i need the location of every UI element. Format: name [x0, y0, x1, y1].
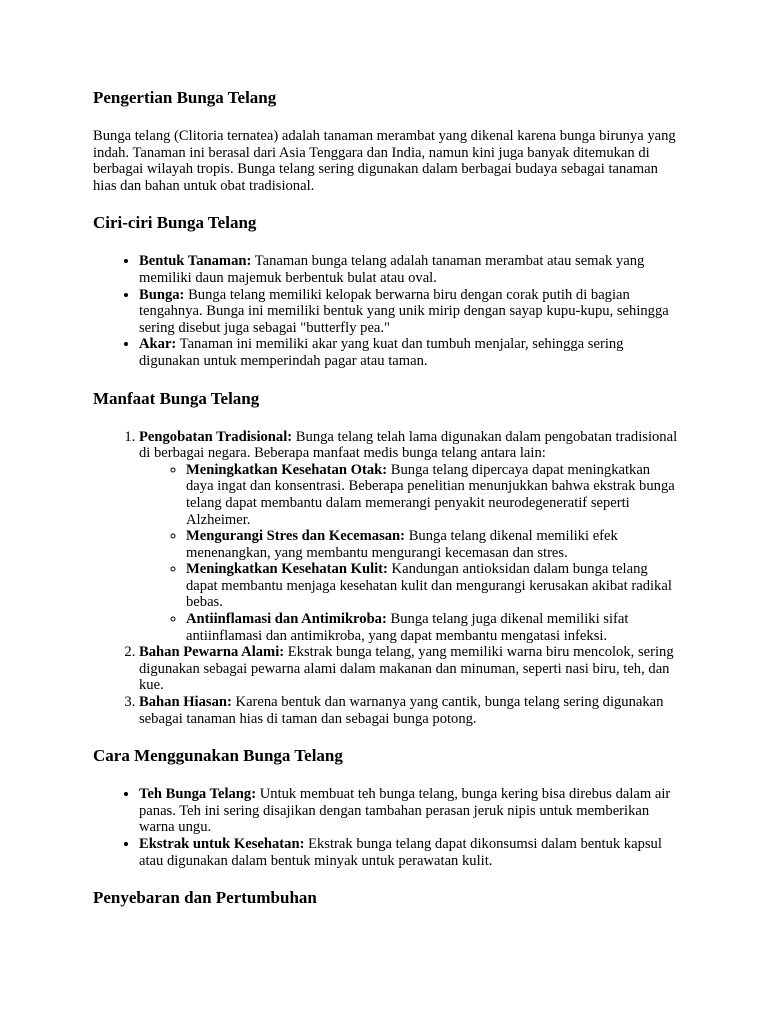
manfaat-sublist: [139, 462, 678, 645]
sublist-item: [186, 561, 678, 611]
sublist-item-text: Kandungan antioksidan dalam bunga telang dapat membantu menjaga kesehatan kulit dan mengurangi kerusakan akibat radikal bebas.: [186, 561, 672, 611]
sublist-item-term: Mengurangi Stres dan Kecemasan:: [186, 528, 406, 545]
section-paragraph-pengertian: Bunga telang (Clitoria ternatea) adalah tanaman merambat yang dikenal karena bunga birunya yang indah. Tanaman ini berasal dari Asia Tenggara dan India, namun kini juga banyak ditemukan di berbagai wilayah tropis. Bunga telang sering digunakan dalam berbagai budaya sebagai tanaman hias dan bahan untuk obat tradisional.: [93, 128, 676, 194]
list-item-term: Akar:: [139, 336, 177, 353]
list-item: [139, 836, 678, 869]
list-item: [139, 694, 678, 727]
sublist-item-text: Bunga telang juga dikenal memiliki sifat antiinflamasi dan antimikroba, yang dapat membantu mengatasi infeksi.: [186, 611, 629, 644]
list-item: [139, 429, 678, 645]
section-heading-cara: Cara Menggunakan Bunga Telang: [93, 746, 343, 766]
cara-list: [93, 786, 678, 869]
list-item-text: Bunga telang memiliki kelopak berwarna biru dengan corak putih di bagian tengahnya. Bunga ini memiliki bentuk yang unik mirip dengan sayap kupu-kupu, sehingga sering disebut juga sebagai "butterfly pea.": [139, 286, 669, 336]
section-heading-manfaat: Manfaat Bunga Telang: [93, 388, 260, 408]
list-item-term: Bentuk Tanaman:: [139, 253, 252, 270]
list-item-term: Pengobatan Tradisional:: [139, 428, 293, 445]
list-item: [139, 287, 678, 337]
document-body: [93, 88, 678, 928]
list-item-text: Untuk membuat teh bunga telang, bunga kering bisa direbus dalam air panas. Teh ini sering disajikan dengan tambahan perasan jeruk nipis untuk memberikan warna ungu.: [139, 786, 671, 836]
list-item-term: Bunga:: [139, 286, 185, 303]
section-heading-pengertian: Pengertian Bunga Telang: [93, 88, 277, 107]
ciri-list: [93, 253, 678, 369]
list-item-text: Tanaman bunga telang adalah tanaman merambat atau semak yang memiliki daun majemuk berbentuk bulat atau oval.: [139, 253, 645, 286]
sublist-item: [186, 611, 678, 644]
list-item-text: Ekstrak bunga telang dapat dikonsumsi dalam bentuk kapsul atau digunakan dalam bentuk minyak untuk perawatan kulit.: [139, 836, 662, 869]
list-item-term: Bahan Pewarna Alami:: [139, 644, 285, 661]
section-heading-penyebaran: Penyebaran dan Pertumbuhan: [93, 888, 317, 908]
list-item: [139, 644, 678, 694]
sublist-item-term: Meningkatkan Kesehatan Otak:: [186, 461, 388, 478]
list-item-text: Tanaman ini memiliki akar yang kuat dan tumbuh menjalar, sehingga sering digunakan untuk memperindah pagar atau taman.: [139, 336, 624, 369]
list-item-text: Bunga telang telah lama digunakan dalam pengobatan tradisional di berbagai negara. Beberapa manfaat medis bunga telang antara lain:: [139, 428, 678, 462]
list-item-text: Karena bentuk dan warnanya yang cantik, bunga telang sering digunakan sebagai tanaman hias di taman dan sebagai bunga potong.: [139, 694, 664, 727]
section-heading-ciri: Ciri-ciri Bunga Telang: [93, 213, 257, 233]
sublist-item: [186, 528, 678, 561]
list-item-term: Teh Bunga Telang:: [139, 786, 257, 803]
sublist-item: [186, 462, 678, 528]
sublist-item-text: Bunga telang dikenal memiliki efek menenangkan, yang membantu mengurangi kecemasan dan stres.: [186, 528, 618, 561]
list-item: [139, 336, 678, 369]
sublist-item-term: Meningkatkan Kesehatan Kulit:: [186, 561, 388, 578]
list-item-term: Ekstrak untuk Kesehatan:: [139, 836, 305, 852]
list-item-text: Ekstrak bunga telang, yang memiliki warna biru mencolok, sering digunakan sebagai pewarna alami dalam makanan dan minuman, seperti nasi biru, teh, dan kue.: [139, 644, 674, 694]
list-item: [139, 786, 678, 836]
manfaat-list: [93, 429, 678, 728]
list-item: [139, 253, 678, 286]
sublist-item-term: Antiinflamasi dan Antimikroba:: [186, 611, 387, 628]
list-item-term: Bahan Hiasan:: [139, 694, 232, 711]
sublist-item-text: Bunga telang dipercaya dapat meningkatkan daya ingat dan konsentrasi. Beberapa penelitian menunjukkan bahwa ekstrak bunga telang dapat membantu dalam memerangi penyakit neurodegeneratif seperti Alzheimer.: [186, 461, 675, 528]
